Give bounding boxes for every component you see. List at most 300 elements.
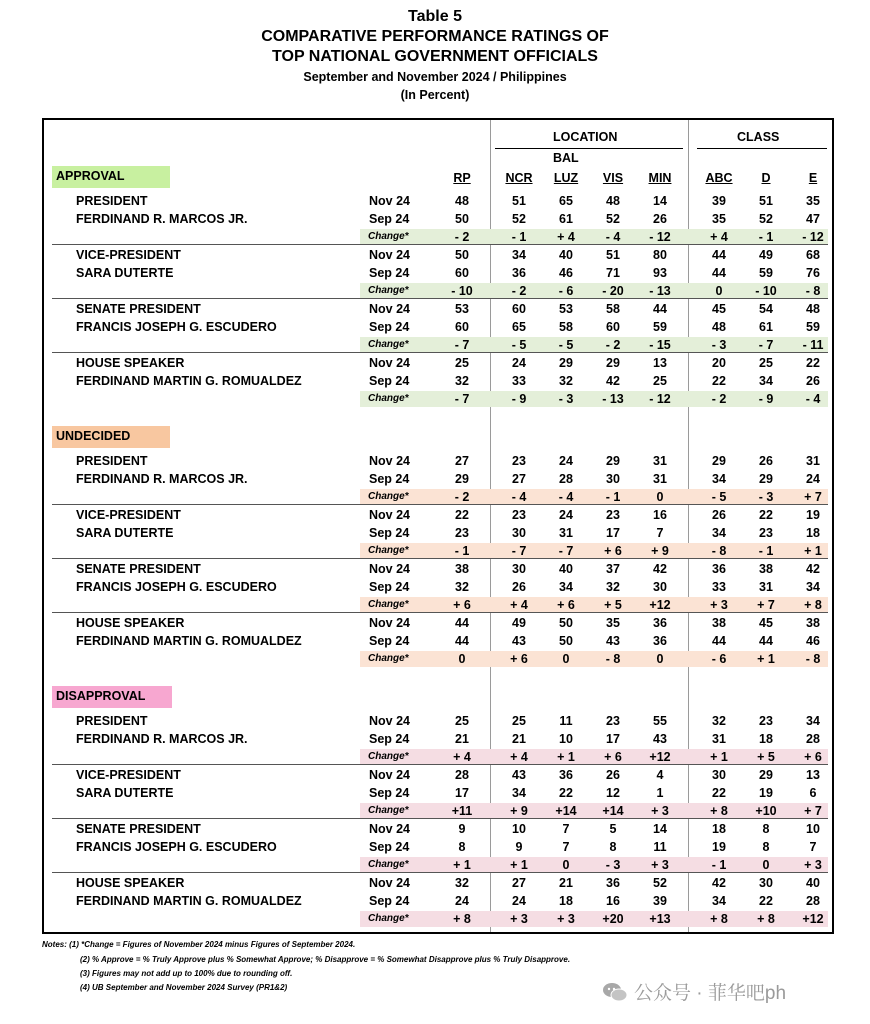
value-nov-e: 35 xyxy=(806,194,820,208)
official-name: FERDINAND R. MARCOS JR. xyxy=(76,212,248,226)
period-label-change: Change* xyxy=(368,859,409,870)
value-nov-ncr: 51 xyxy=(512,194,526,208)
value-change-ncr: - 5 xyxy=(511,338,527,352)
value-nov-min: 31 xyxy=(653,454,667,468)
value-sep-ncr: 27 xyxy=(512,472,526,486)
value-change-luz: - 6 xyxy=(558,284,574,298)
value-sep-e: 26 xyxy=(806,374,820,388)
official-position: VICE-PRESIDENT xyxy=(76,508,181,522)
value-change-min: 0 xyxy=(656,490,664,504)
value-sep-luz: 61 xyxy=(559,212,573,226)
value-sep-min: 26 xyxy=(653,212,667,226)
value-nov-vis: 48 xyxy=(606,194,620,208)
value-nov-luz: 65 xyxy=(559,194,573,208)
value-nov-d: 29 xyxy=(759,768,773,782)
value-change-vis: - 3 xyxy=(605,858,621,872)
value-sep-vis: 71 xyxy=(606,266,620,280)
value-change-min: + 3 xyxy=(651,804,669,818)
value-change-min: - 15 xyxy=(649,338,671,352)
value-change-ncr: - 4 xyxy=(511,490,527,504)
value-sep-e: 6 xyxy=(809,786,817,800)
value-change-abc: - 6 xyxy=(711,652,727,666)
value-change-min: + 3 xyxy=(651,858,669,872)
value-change-rp: +11 xyxy=(451,804,473,818)
value-change-rp: - 2 xyxy=(454,230,470,244)
value-nov-e: 19 xyxy=(806,508,820,522)
value-change-e: - 11 xyxy=(802,338,824,352)
value-nov-min: 14 xyxy=(653,822,667,836)
value-sep-min: 36 xyxy=(653,634,667,648)
value-nov-rp: 32 xyxy=(455,876,469,890)
value-nov-luz: 11 xyxy=(559,714,573,728)
table-number: Table 5 xyxy=(408,8,462,25)
note-1: Notes: (1) *Change = Figures of November 2024 minus Figures of September 2024. xyxy=(42,940,356,949)
value-change-vis: + 6 xyxy=(604,544,622,558)
value-sep-luz: 32 xyxy=(559,374,573,388)
value-sep-abc: 22 xyxy=(712,786,726,800)
value-sep-ncr: 33 xyxy=(512,374,526,388)
value-change-vis: - 20 xyxy=(602,284,624,298)
value-nov-luz: 21 xyxy=(559,876,573,890)
col-header-e: E xyxy=(808,171,818,185)
value-nov-ncr: 60 xyxy=(512,302,526,316)
value-sep-luz: 7 xyxy=(562,840,570,854)
period-label-sep: Sep 24 xyxy=(369,212,410,226)
value-sep-vis: 32 xyxy=(606,580,620,594)
value-change-vis: + 6 xyxy=(604,750,622,764)
value-nov-e: 68 xyxy=(806,248,820,262)
value-change-e: - 8 xyxy=(805,652,821,666)
value-sep-d: 23 xyxy=(759,526,773,540)
value-change-d: - 1 xyxy=(758,230,774,244)
value-nov-e: 48 xyxy=(806,302,820,316)
class-header: CLASS xyxy=(737,130,780,144)
official-position: PRESIDENT xyxy=(76,194,148,208)
value-nov-d: 8 xyxy=(762,822,770,836)
value-sep-min: 93 xyxy=(653,266,667,280)
value-sep-vis: 43 xyxy=(606,634,620,648)
value-sep-abc: 19 xyxy=(712,840,726,854)
table-unit-note: (In Percent) xyxy=(400,88,470,102)
value-nov-min: 14 xyxy=(653,194,667,208)
value-sep-rp: 44 xyxy=(455,634,469,648)
period-label-change: Change* xyxy=(368,751,409,762)
value-change-abc: + 1 xyxy=(710,750,728,764)
period-label-nov: Nov 24 xyxy=(369,768,410,782)
value-sep-luz: 22 xyxy=(559,786,573,800)
value-sep-ncr: 9 xyxy=(515,840,523,854)
value-nov-min: 44 xyxy=(653,302,667,316)
period-label-nov: Nov 24 xyxy=(369,714,410,728)
value-sep-luz: 28 xyxy=(559,472,573,486)
value-change-d: - 9 xyxy=(758,392,774,406)
value-sep-ncr: 34 xyxy=(512,786,526,800)
value-sep-rp: 8 xyxy=(458,840,466,854)
period-label-change: Change* xyxy=(368,393,409,404)
value-sep-luz: 50 xyxy=(559,634,573,648)
value-nov-rp: 48 xyxy=(455,194,469,208)
value-nov-d: 54 xyxy=(759,302,773,316)
value-sep-abc: 22 xyxy=(712,374,726,388)
block-divider xyxy=(52,504,828,505)
value-change-rp: - 7 xyxy=(454,392,470,406)
value-sep-d: 44 xyxy=(759,634,773,648)
value-nov-rp: 28 xyxy=(455,768,469,782)
value-nov-min: 55 xyxy=(653,714,667,728)
official-name: FERDINAND R. MARCOS JR. xyxy=(76,472,248,486)
value-change-e: +12 xyxy=(802,912,824,926)
value-sep-d: 22 xyxy=(759,894,773,908)
value-change-abc: + 3 xyxy=(710,598,728,612)
value-nov-abc: 38 xyxy=(712,616,726,630)
value-nov-vis: 29 xyxy=(606,454,620,468)
value-sep-abc: 48 xyxy=(712,320,726,334)
period-label-nov: Nov 24 xyxy=(369,302,410,316)
official-name: FERDINAND R. MARCOS JR. xyxy=(76,732,248,746)
official-position: SENATE PRESIDENT xyxy=(76,822,201,836)
value-nov-d: 30 xyxy=(759,876,773,890)
value-nov-vis: 29 xyxy=(606,356,620,370)
period-label-sep: Sep 24 xyxy=(369,840,410,854)
value-nov-luz: 29 xyxy=(559,356,573,370)
official-name: SARA DUTERTE xyxy=(76,266,174,280)
value-nov-ncr: 43 xyxy=(512,768,526,782)
note-4: (4) UB September and November 2024 Survey (PR1&2) xyxy=(80,983,288,992)
value-nov-vis: 23 xyxy=(606,714,620,728)
period-label-nov: Nov 24 xyxy=(369,822,410,836)
value-nov-vis: 58 xyxy=(606,302,620,316)
value-change-vis: +14 xyxy=(602,804,624,818)
value-change-rp: + 8 xyxy=(453,912,471,926)
value-nov-d: 45 xyxy=(759,616,773,630)
period-label-change: Change* xyxy=(368,599,409,610)
value-nov-luz: 53 xyxy=(559,302,573,316)
value-nov-d: 22 xyxy=(759,508,773,522)
value-nov-rp: 25 xyxy=(455,714,469,728)
value-sep-rp: 60 xyxy=(455,320,469,334)
value-nov-luz: 7 xyxy=(562,822,570,836)
value-nov-rp: 22 xyxy=(455,508,469,522)
value-change-d: + 8 xyxy=(757,912,775,926)
section-label-approval: APPROVAL xyxy=(52,166,170,188)
value-change-min: +12 xyxy=(649,598,671,612)
value-change-ncr: + 9 xyxy=(510,804,528,818)
value-sep-vis: 16 xyxy=(606,894,620,908)
official-position: PRESIDENT xyxy=(76,714,148,728)
value-change-rp: - 7 xyxy=(454,338,470,352)
value-change-abc: - 8 xyxy=(711,544,727,558)
value-nov-e: 38 xyxy=(806,616,820,630)
block-divider xyxy=(52,764,828,765)
period-label-sep: Sep 24 xyxy=(369,374,410,388)
value-sep-rp: 23 xyxy=(455,526,469,540)
value-nov-rp: 50 xyxy=(455,248,469,262)
period-label-change: Change* xyxy=(368,805,409,816)
official-position: HOUSE SPEAKER xyxy=(76,876,185,890)
value-sep-ncr: 52 xyxy=(512,212,526,226)
value-nov-luz: 36 xyxy=(559,768,573,782)
value-nov-d: 23 xyxy=(759,714,773,728)
value-change-e: + 7 xyxy=(804,804,822,818)
value-change-d: - 7 xyxy=(758,338,774,352)
period-label-change: Change* xyxy=(368,339,409,350)
value-sep-min: 39 xyxy=(653,894,667,908)
value-nov-rp: 53 xyxy=(455,302,469,316)
value-sep-luz: 18 xyxy=(559,894,573,908)
value-change-ncr: - 9 xyxy=(511,392,527,406)
value-change-abc: - 1 xyxy=(711,858,727,872)
value-change-rp: - 10 xyxy=(451,284,473,298)
location-underline xyxy=(495,148,683,149)
official-position: SENATE PRESIDENT xyxy=(76,562,201,576)
section-label-disapproval: DISAPPROVAL xyxy=(52,686,172,708)
period-label-sep: Sep 24 xyxy=(369,526,410,540)
value-sep-vis: 17 xyxy=(606,526,620,540)
period-label-sep: Sep 24 xyxy=(369,786,410,800)
col-header-min: MIN xyxy=(648,171,672,185)
value-change-vis: - 13 xyxy=(602,392,624,406)
value-nov-abc: 18 xyxy=(712,822,726,836)
value-nov-ncr: 34 xyxy=(512,248,526,262)
value-nov-vis: 23 xyxy=(606,508,620,522)
value-nov-rp: 38 xyxy=(455,562,469,576)
value-nov-luz: 24 xyxy=(559,508,573,522)
value-nov-min: 16 xyxy=(653,508,667,522)
value-sep-e: 28 xyxy=(806,732,820,746)
value-nov-d: 51 xyxy=(759,194,773,208)
value-sep-vis: 12 xyxy=(606,786,620,800)
value-change-rp: + 6 xyxy=(453,598,471,612)
value-change-e: + 3 xyxy=(804,858,822,872)
value-change-rp: - 2 xyxy=(454,490,470,504)
value-sep-rp: 17 xyxy=(455,786,469,800)
value-sep-rp: 60 xyxy=(455,266,469,280)
value-sep-d: 59 xyxy=(759,266,773,280)
value-nov-ncr: 27 xyxy=(512,876,526,890)
period-label-sep: Sep 24 xyxy=(369,634,410,648)
value-nov-vis: 5 xyxy=(609,822,617,836)
official-name: FRANCIS JOSEPH G. ESCUDERO xyxy=(76,840,277,854)
value-nov-abc: 44 xyxy=(712,248,726,262)
value-sep-rp: 21 xyxy=(455,732,469,746)
value-sep-d: 19 xyxy=(759,786,773,800)
value-change-ncr: - 2 xyxy=(511,284,527,298)
value-sep-abc: 44 xyxy=(712,266,726,280)
block-divider xyxy=(52,558,828,559)
value-change-vis: +20 xyxy=(602,912,624,926)
value-change-luz: + 4 xyxy=(557,230,575,244)
value-change-min: - 13 xyxy=(649,284,671,298)
value-sep-rp: 32 xyxy=(455,580,469,594)
value-change-luz: - 3 xyxy=(558,392,574,406)
value-sep-abc: 44 xyxy=(712,634,726,648)
value-change-luz: - 4 xyxy=(558,490,574,504)
value-nov-min: 13 xyxy=(653,356,667,370)
value-change-min: +12 xyxy=(649,750,671,764)
value-sep-abc: 34 xyxy=(712,894,726,908)
value-change-min: + 9 xyxy=(651,544,669,558)
official-name: FERDINAND MARTIN G. ROMUALDEZ xyxy=(76,894,302,908)
watermark-text: 公众号 · 菲华吧ph xyxy=(634,983,787,1004)
value-sep-e: 46 xyxy=(806,634,820,648)
value-sep-min: 25 xyxy=(653,374,667,388)
value-sep-ncr: 30 xyxy=(512,526,526,540)
value-nov-abc: 45 xyxy=(712,302,726,316)
official-name: FERDINAND MARTIN G. ROMUALDEZ xyxy=(76,374,302,388)
value-sep-abc: 34 xyxy=(712,526,726,540)
value-change-ncr: + 1 xyxy=(510,858,528,872)
value-nov-vis: 36 xyxy=(606,876,620,890)
value-sep-vis: 17 xyxy=(606,732,620,746)
value-change-luz: + 1 xyxy=(557,750,575,764)
wechat-icon xyxy=(602,982,628,1002)
value-sep-d: 31 xyxy=(759,580,773,594)
value-change-d: + 5 xyxy=(757,750,775,764)
value-change-rp: + 4 xyxy=(453,750,471,764)
value-nov-e: 10 xyxy=(806,822,820,836)
value-sep-d: 8 xyxy=(762,840,770,854)
value-sep-d: 29 xyxy=(759,472,773,486)
official-position: SENATE PRESIDENT xyxy=(76,302,201,316)
value-sep-d: 18 xyxy=(759,732,773,746)
value-change-luz: 0 xyxy=(562,858,570,872)
value-change-e: + 8 xyxy=(804,598,822,612)
value-change-rp: + 1 xyxy=(453,858,471,872)
value-sep-ncr: 24 xyxy=(512,894,526,908)
value-change-abc: + 8 xyxy=(710,804,728,818)
period-label-nov: Nov 24 xyxy=(369,356,410,370)
value-nov-vis: 37 xyxy=(606,562,620,576)
value-change-rp: 0 xyxy=(458,652,466,666)
value-sep-e: 7 xyxy=(809,840,817,854)
official-name: SARA DUTERTE xyxy=(76,786,174,800)
period-label-sep: Sep 24 xyxy=(369,266,410,280)
value-nov-rp: 44 xyxy=(455,616,469,630)
value-change-d: +10 xyxy=(755,804,777,818)
value-nov-luz: 40 xyxy=(559,248,573,262)
table-title-line-1: COMPARATIVE PERFORMANCE RATINGS OF xyxy=(261,28,609,45)
period-label-sep: Sep 24 xyxy=(369,320,410,334)
value-nov-min: 36 xyxy=(653,616,667,630)
block-divider xyxy=(52,612,828,613)
value-sep-min: 59 xyxy=(653,320,667,334)
value-nov-rp: 25 xyxy=(455,356,469,370)
value-change-min: - 12 xyxy=(649,230,671,244)
value-sep-rp: 29 xyxy=(455,472,469,486)
value-sep-ncr: 21 xyxy=(512,732,526,746)
value-nov-d: 49 xyxy=(759,248,773,262)
value-change-vis: - 2 xyxy=(605,338,621,352)
value-change-min: - 12 xyxy=(649,392,671,406)
period-label-nov: Nov 24 xyxy=(369,616,410,630)
value-nov-ncr: 25 xyxy=(512,714,526,728)
period-label-sep: Sep 24 xyxy=(369,580,410,594)
value-change-e: - 8 xyxy=(805,284,821,298)
official-position: HOUSE SPEAKER xyxy=(76,356,185,370)
value-sep-ncr: 43 xyxy=(512,634,526,648)
value-change-min: +13 xyxy=(649,912,671,926)
value-nov-abc: 30 xyxy=(712,768,726,782)
value-change-vis: - 1 xyxy=(605,490,621,504)
value-sep-rp: 32 xyxy=(455,374,469,388)
value-change-d: - 1 xyxy=(758,544,774,558)
value-sep-rp: 50 xyxy=(455,212,469,226)
period-label-nov: Nov 24 xyxy=(369,876,410,890)
section-label-undecided: UNDECIDED xyxy=(52,426,170,448)
value-sep-d: 61 xyxy=(759,320,773,334)
official-name: SARA DUTERTE xyxy=(76,526,174,540)
value-change-rp: - 1 xyxy=(454,544,470,558)
value-nov-ncr: 23 xyxy=(512,508,526,522)
period-label-change: Change* xyxy=(368,231,409,242)
value-change-e: - 4 xyxy=(805,392,821,406)
value-nov-rp: 27 xyxy=(455,454,469,468)
value-sep-rp: 24 xyxy=(455,894,469,908)
period-label-nov: Nov 24 xyxy=(369,454,410,468)
value-sep-vis: 60 xyxy=(606,320,620,334)
block-divider xyxy=(52,352,828,353)
value-change-luz: 0 xyxy=(562,652,570,666)
value-sep-min: 43 xyxy=(653,732,667,746)
value-sep-luz: 10 xyxy=(559,732,573,746)
value-sep-luz: 46 xyxy=(559,266,573,280)
period-label-change: Change* xyxy=(368,491,409,502)
value-sep-e: 76 xyxy=(806,266,820,280)
value-sep-d: 34 xyxy=(759,374,773,388)
period-label-sep: Sep 24 xyxy=(369,732,410,746)
value-nov-abc: 32 xyxy=(712,714,726,728)
official-position: VICE-PRESIDENT xyxy=(76,768,181,782)
value-sep-ncr: 36 xyxy=(512,266,526,280)
value-sep-e: 18 xyxy=(806,526,820,540)
value-sep-ncr: 65 xyxy=(512,320,526,334)
table-subtitle: September and November 2024 / Philippines xyxy=(303,70,567,84)
value-change-min: 0 xyxy=(656,652,664,666)
value-sep-vis: 8 xyxy=(609,840,617,854)
value-sep-e: 59 xyxy=(806,320,820,334)
value-change-ncr: + 3 xyxy=(510,912,528,926)
value-sep-e: 28 xyxy=(806,894,820,908)
period-label-change: Change* xyxy=(368,285,409,296)
value-nov-vis: 26 xyxy=(606,768,620,782)
value-change-ncr: + 4 xyxy=(510,750,528,764)
value-change-luz: + 6 xyxy=(557,598,575,612)
value-nov-abc: 20 xyxy=(712,356,726,370)
value-change-ncr: - 7 xyxy=(511,544,527,558)
value-sep-min: 1 xyxy=(656,786,664,800)
value-sep-e: 24 xyxy=(806,472,820,486)
value-nov-abc: 42 xyxy=(712,876,726,890)
value-change-d: - 10 xyxy=(755,284,777,298)
note-3: (3) Figures may not add up to 100% due to rounding off. xyxy=(80,969,293,978)
value-sep-luz: 34 xyxy=(559,580,573,594)
block-divider xyxy=(52,818,828,819)
value-change-abc: + 4 xyxy=(710,230,728,244)
value-change-luz: - 7 xyxy=(558,544,574,558)
value-sep-luz: 31 xyxy=(559,526,573,540)
period-label-nov: Nov 24 xyxy=(369,562,410,576)
value-change-abc: - 2 xyxy=(711,392,727,406)
value-nov-d: 26 xyxy=(759,454,773,468)
official-name: FRANCIS JOSEPH G. ESCUDERO xyxy=(76,320,277,334)
col-header-rp: RP xyxy=(453,171,471,185)
value-change-e: - 12 xyxy=(802,230,824,244)
table-title-line-2: TOP NATIONAL GOVERNMENT OFFICIALS xyxy=(272,48,598,65)
period-label-sep: Sep 24 xyxy=(369,472,410,486)
period-label-change: Change* xyxy=(368,545,409,556)
value-nov-ncr: 49 xyxy=(512,616,526,630)
value-nov-ncr: 24 xyxy=(512,356,526,370)
